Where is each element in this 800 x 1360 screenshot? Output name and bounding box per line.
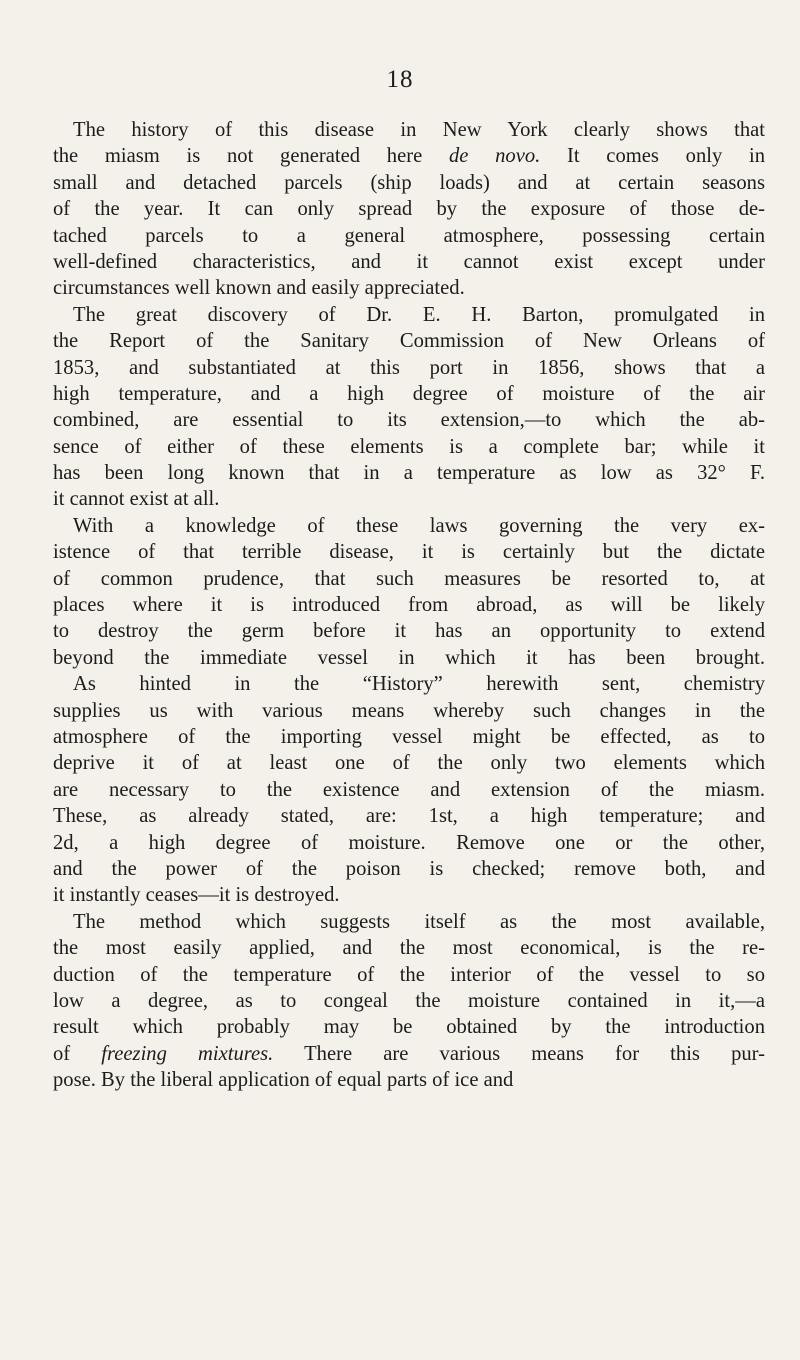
text-line bbox=[53, 1067, 765, 1093]
text-line bbox=[53, 777, 765, 803]
text-run: the Report of the Sanitary Commission of New Orleans of bbox=[53, 330, 765, 353]
text-line bbox=[53, 143, 765, 169]
text-line bbox=[53, 645, 765, 671]
text-line bbox=[53, 1041, 765, 1067]
text-line bbox=[53, 302, 765, 328]
text-run: and the power of the poison is checked; remove both, and bbox=[53, 857, 765, 880]
text-line bbox=[53, 381, 765, 407]
text-run: circumstances well known and easily appreciated. bbox=[53, 277, 465, 300]
text-run: 2d, a high degree of moisture. Remove one or the other, bbox=[53, 831, 765, 854]
text-line bbox=[53, 196, 765, 222]
text-line bbox=[53, 223, 765, 249]
text-run: of the year. It can only spread by the exposure of those de- bbox=[53, 198, 765, 221]
text-run: The method which suggests itself as the most available, bbox=[73, 910, 765, 933]
text-line bbox=[53, 962, 765, 988]
text-run: tached parcels to a general atmosphere, possessing certain bbox=[53, 224, 765, 247]
text-line bbox=[53, 909, 765, 935]
text-run: supplies us with various means whereby such changes in the bbox=[53, 699, 765, 722]
text-line bbox=[53, 856, 765, 882]
text-run: These, as already stated, are: 1st, a high temperature; and bbox=[53, 805, 765, 828]
text-run: places where it is introduced from abroad, as will be likely bbox=[53, 594, 765, 617]
body-text bbox=[53, 117, 765, 1093]
text-run: result which probably may be obtained by the introduction bbox=[53, 1016, 765, 1039]
text-line bbox=[53, 830, 765, 856]
text-line bbox=[53, 803, 765, 829]
text-run: of bbox=[53, 1042, 102, 1065]
text-line bbox=[53, 275, 765, 301]
text-line bbox=[53, 1014, 765, 1040]
text-line bbox=[53, 170, 765, 196]
text-run: With a knowledge of these laws governing the very ex- bbox=[73, 514, 765, 537]
text-line bbox=[53, 407, 765, 433]
page-number: 18 bbox=[386, 66, 414, 93]
text-run: pose. By the liberal application of equal parts of ice and bbox=[53, 1069, 514, 1092]
text-run: high temperature, and a high degree of moisture of the air bbox=[53, 382, 765, 405]
text-line bbox=[53, 671, 765, 697]
text-run: the most easily applied, and the most economical, is the re- bbox=[53, 937, 765, 960]
text-line bbox=[53, 117, 765, 143]
text-line bbox=[53, 539, 765, 565]
text-run: low a degree, as to congeal the moisture contained in it,—a bbox=[53, 989, 765, 1012]
text-line bbox=[53, 328, 765, 354]
text-line bbox=[53, 750, 765, 776]
text-line bbox=[53, 249, 765, 275]
text-run: The history of this disease in New York clearly shows that bbox=[73, 119, 765, 141]
text-run: the miasm is not generated here bbox=[53, 145, 449, 168]
text-run: to destroy the germ before it has an opportunity to extend bbox=[53, 620, 765, 643]
text-line bbox=[53, 724, 765, 750]
text-run: 1853, and substantiated at this port in 1856, shows that a bbox=[53, 356, 765, 379]
text-line bbox=[53, 592, 765, 618]
text-run: sence of either of these elements is a complete bar; while it bbox=[53, 435, 765, 458]
text-run: are necessary to the existence and extension of the miasm. bbox=[53, 778, 765, 801]
text-line bbox=[53, 698, 765, 724]
text-line bbox=[53, 935, 765, 961]
italic-text-run: freezing mixtures. bbox=[101, 1042, 274, 1065]
italic-text-run: de novo. bbox=[448, 145, 541, 168]
text-run: istence of that terrible disease, it is certainly but the dictate bbox=[53, 541, 765, 564]
text-run: As hinted in the “History” herewith sent, chemistry bbox=[73, 673, 765, 696]
text-run: it cannot exist at all. bbox=[53, 488, 220, 511]
text-line bbox=[53, 618, 765, 644]
text-line bbox=[53, 434, 765, 460]
text-run: combined, are essential to its extension,—to which the ab- bbox=[53, 409, 765, 432]
text-run: beyond the immediate vessel in which it has been brought. bbox=[53, 646, 765, 669]
text-run: well-defined characteristics, and it cannot exist except under bbox=[53, 250, 765, 273]
text-run: deprive it of at least one of the only two elements which bbox=[53, 752, 765, 775]
text-run: duction of the temperature of the interior of the vessel to so bbox=[53, 963, 765, 986]
text-run: It comes only in bbox=[540, 145, 765, 168]
text-run: has been long known that in a temperature as low as 32° F. bbox=[53, 462, 765, 485]
text-run: of common prudence, that such measures be resorted to, at bbox=[53, 567, 765, 590]
text-line bbox=[53, 355, 765, 381]
text-run: atmosphere of the importing vessel might be effected, as to bbox=[53, 725, 765, 748]
text-line bbox=[53, 882, 765, 908]
text-run: The great discovery of Dr. E. H. Barton, promulgated in bbox=[73, 303, 765, 326]
text-run: small and detached parcels (ship loads) and at certain seasons bbox=[53, 171, 765, 194]
text-line bbox=[53, 988, 765, 1014]
text-run: There are various means for this pur- bbox=[273, 1042, 765, 1065]
text-run: it instantly ceases—it is destroyed. bbox=[53, 884, 340, 907]
text-line bbox=[53, 460, 765, 486]
text-line bbox=[53, 566, 765, 592]
text-line bbox=[53, 513, 765, 539]
text-line bbox=[53, 486, 765, 512]
